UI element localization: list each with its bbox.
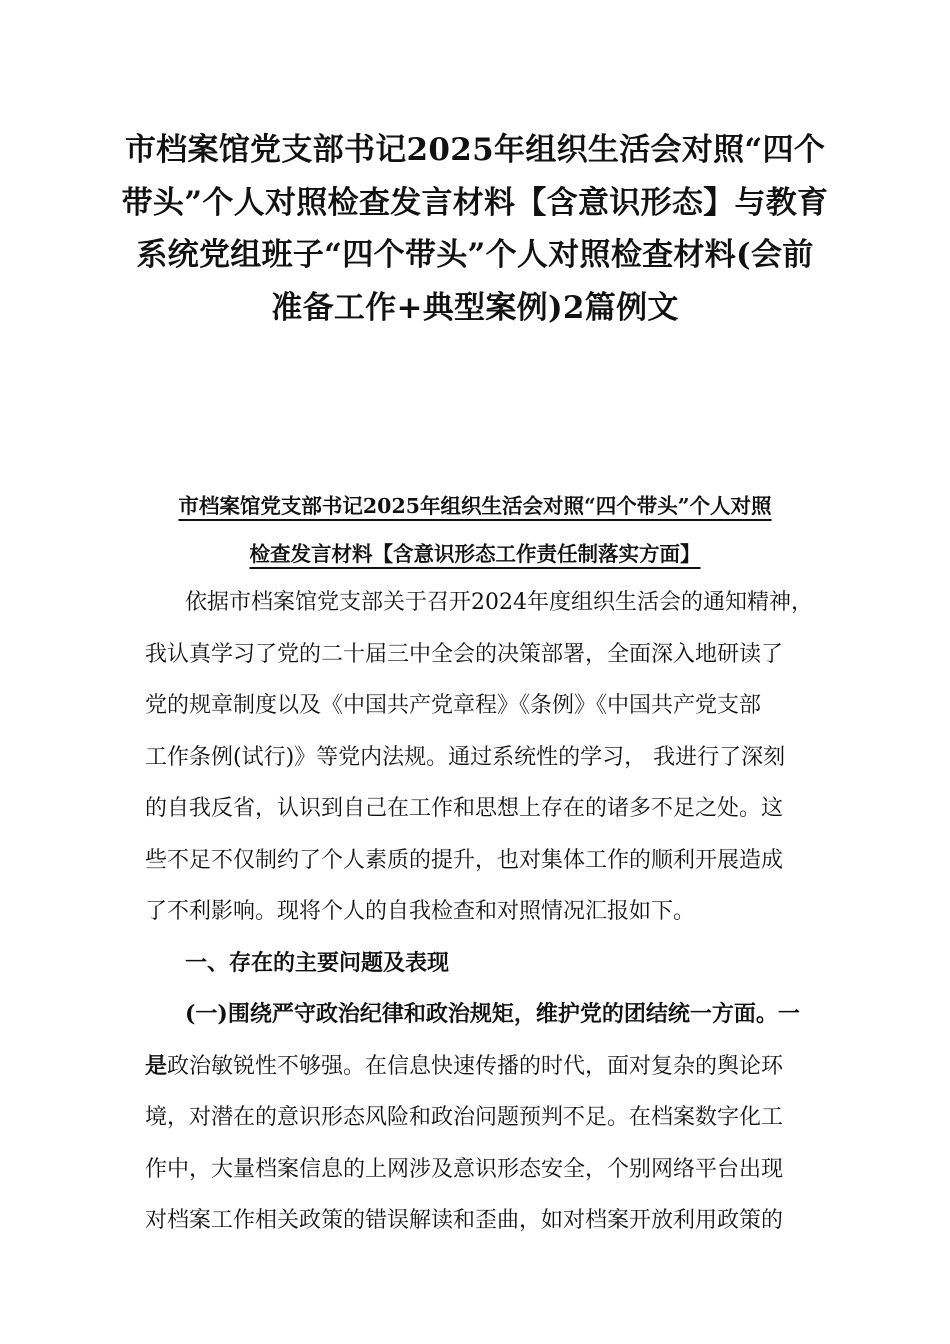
subheading-1: (一)围绕严守政治纪律和政治规矩，维护党的团结统一方面。一 [185, 1001, 800, 1027]
document-title [120, 124, 830, 334]
section-title-text: 市档案馆党支部书记2025年组织生活会对照“四个带头”个人对照 [178, 494, 772, 518]
paragraph-line [145, 1041, 825, 1093]
intro-line: 工作条例(试行)》等党内法规。通过系统性的学习， 我进行了深刻 [145, 744, 786, 770]
paragraph-lead: 是 [145, 1052, 168, 1079]
paragraph-text: 政治敏锐性不够强。在信息快速传播的时代，面对复杂的舆论环 [167, 1053, 784, 1079]
title-line: 市档案馆党支部书记2025年组织生活会对照“四个 [124, 132, 826, 168]
section-title [130, 482, 820, 578]
intro-line: 依据市档案馆党支部关于召开2024年度组织生活会的通知精神， [185, 590, 813, 615]
intro-line: 我认真学习了党的二十届三中全会的决策部署，全面深入地研读了 [145, 641, 784, 667]
section-title-text: 检查发言材料【含意识形态工作责任制落实方面】 [249, 542, 701, 566]
intro-line: 党的规章制度以及《中国共产党章程》《条例》《中国共产党支部 [145, 693, 762, 718]
intro-line: 些不足不仅制约了个人素质的提升，也对集体工作的顺利开展造成 [145, 847, 784, 873]
body-text [145, 577, 825, 1247]
heading-1: 一、存在的主要问题及表现 [185, 949, 450, 976]
paragraph-line: 境，对潜在的意识形态风险和政治问题预判不足。在档案数字化工 [145, 1105, 784, 1130]
intro-line: 了不利影响。现将个人的自我检查和对照情况汇报如下。 [145, 899, 696, 924]
paragraph-line: 对档案工作相关政策的错误解读和歪曲，如对档案开放利用政策的 [145, 1208, 784, 1233]
title-line: 准备工作+典型案例)2篇例文 [271, 289, 679, 326]
paragraph-line: 作中，大量档案信息的上网涉及意识形态安全，个别网络平台出现 [145, 1156, 784, 1182]
section-title-line [130, 530, 820, 578]
title-line: 系统党组班子“四个带头”个人对照检查材料(会前 [136, 237, 814, 273]
title-line: 带头”个人对照检查发言材料【含意识形态】与教育 [121, 184, 829, 221]
intro-line: 的自我反省，认识到自己在工作和思想上存在的诸多不足之处。这 [145, 796, 784, 821]
section-title-line [130, 482, 820, 530]
